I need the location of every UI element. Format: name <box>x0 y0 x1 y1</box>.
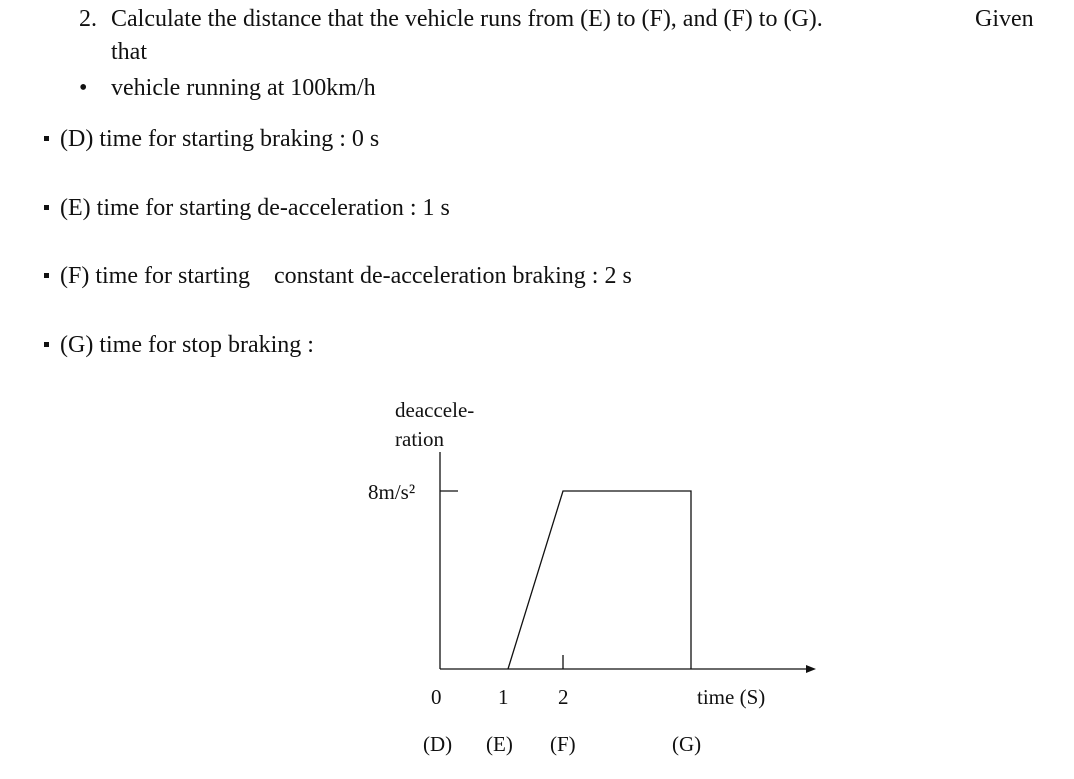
given-bullet-text: vehicle running at 100km/h <box>111 75 376 101</box>
y-axis-label-line2: ration <box>395 427 444 451</box>
x-tick-label-0: 0 <box>431 685 442 709</box>
y-tick-label: 8m/s² <box>368 480 416 504</box>
point-label-d: (D) <box>423 732 453 756</box>
x-axis-label: time (S) <box>697 685 766 709</box>
x-axis-arrow-icon <box>806 665 816 673</box>
series-line <box>508 491 691 669</box>
question-text: Calculate the distance that the vehicle runs from (E) to (F), and (F) to (G). <box>111 6 823 32</box>
item-e-text: (E) time for starting de-acceleration : 1 s <box>60 195 450 221</box>
bullet-dot: • <box>79 75 88 101</box>
point-label-g: (G) <box>672 732 702 756</box>
point-label-e: (E) <box>486 732 513 756</box>
x-tick-label-1: 1 <box>498 685 509 709</box>
question-given-word: Given <box>975 6 1034 32</box>
point-label-f: (F) <box>550 732 576 756</box>
question-continuation: that <box>111 39 147 65</box>
y-axis-label-line1: deaccele- <box>395 398 475 422</box>
x-tick-label-2: 2 <box>558 685 569 709</box>
question-number: 2. <box>79 6 97 32</box>
item-d-text: (D) time for starting braking : 0 s <box>60 126 380 152</box>
item-g-text: (G) time for stop braking : <box>60 332 314 358</box>
item-f-text: (F) time for starting constant de-acceleration braking : 2 s <box>60 263 632 289</box>
